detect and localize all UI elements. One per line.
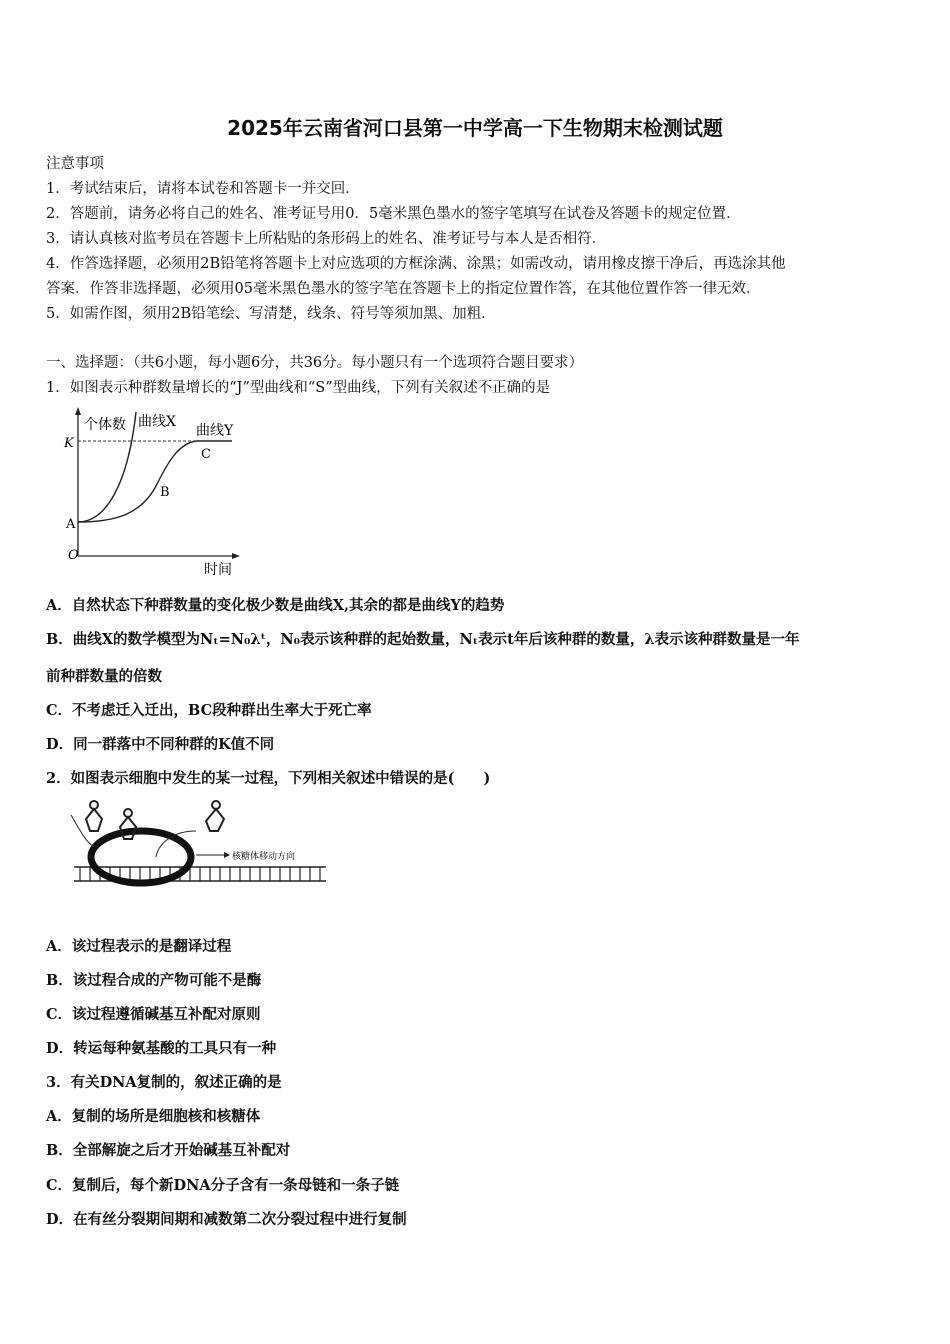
y-axis-arrow bbox=[75, 407, 81, 415]
question-3-option-b: B．全部解旋之后才开始碱基互补配对 bbox=[46, 1142, 291, 1159]
question-2-stem: 2．如图表示细胞中发生的某一过程，下列相关叙述中错误的是( ) bbox=[46, 770, 491, 787]
origin-label: O bbox=[68, 548, 79, 563]
notice-item: 2．答题前，请务必将自己的姓名、准考证号用0．5毫米黑色墨水的签字笔填写在试卷及答题卡的规定位置． bbox=[46, 206, 741, 222]
question-3-option-a: A．复制的场所是细胞核和核糖体 bbox=[46, 1108, 261, 1125]
x-axis-label: 时间 bbox=[204, 562, 232, 578]
question-1-option-a: A．自然状态下种群数量的变化极少数是曲线X,其余的都是曲线Y的趋势 bbox=[46, 597, 505, 614]
question-1-option-b-cont: 前种群数量的倍数 bbox=[46, 668, 162, 685]
notice-item: 答案．作答非选择题，必须用05毫米黑色墨水的签字笔在答题卡上的指定位置作答，在其他位置作答一律无效． bbox=[46, 281, 761, 297]
x-axis-arrow bbox=[232, 553, 240, 559]
point-b-label: B bbox=[160, 485, 170, 500]
question-1-option-c: C．不考虑迁入迁出，BC段种群出生率大于死亡率 bbox=[46, 702, 372, 719]
notice-item: 5．如需作图，须用2B铅笔绘、写清楚，线条、符号等须加黑、加粗． bbox=[46, 306, 496, 322]
question-1-stem: 1．如图表示种群数量增长的“J”型曲线和“S”型曲线，下列有关叙述不正确的是 bbox=[46, 380, 551, 396]
direction-arrowhead-icon bbox=[224, 852, 230, 858]
notice-item: 1．考试结束后，请将本试卷和答题卡一并交回． bbox=[46, 181, 360, 197]
point-a-label: A bbox=[66, 517, 76, 532]
k-label: K bbox=[64, 436, 74, 451]
question-2-option-d: D．转运每种氨基酸的工具只有一种 bbox=[46, 1040, 277, 1057]
notice-item: 3．请认真核对监考员在答题卡上所粘贴的条形码上的姓名、准考证号与本人是否相符． bbox=[46, 231, 607, 247]
page-title: 2025年云南省河口县第一中学高一下生物期末检测试题 bbox=[227, 116, 723, 140]
question-2-option-b: B．该过程合成的产物可能不是酶 bbox=[46, 972, 262, 989]
section-heading: 一、选择题：（共6小题，每小题6分，共36分。每小题只有一个选项符合题目要求） bbox=[46, 355, 584, 371]
curve-x-label: 曲线X bbox=[138, 414, 176, 430]
translation-figure bbox=[46, 797, 331, 902]
question-2-option-c: C．该过程遵循碱基互补配对原则 bbox=[46, 1006, 261, 1023]
population-growth-figure bbox=[46, 404, 246, 579]
notice-heading: 注意事项 bbox=[46, 156, 104, 172]
question-3-option-d: D．在有丝分裂期间期和减数第二次分裂过程中进行复制 bbox=[46, 1211, 407, 1228]
y-axis-label: 个体数 bbox=[84, 417, 126, 433]
direction-label: 核糖体移动方向 bbox=[232, 852, 296, 862]
question-3-option-c: C．复制后，每个新DNA分子含有一条母链和一条子链 bbox=[46, 1177, 400, 1194]
question-1-option-b: B．曲线X的数学模型为Nₜ=N₀λᵗ，N₀表示该种群的起始数量，Nₜ表示t年后该种群的数量，λ表示该种群数量是一年 bbox=[46, 631, 800, 648]
notice-item: 4．作答选择题，必须用2B铅笔将答题卡上对应选项的方框涂满、涂黑；如需改动，请用橡皮擦干净后，再选涂其他 bbox=[46, 256, 786, 272]
curve-y-label: 曲线Y bbox=[196, 423, 234, 439]
ribosome-icon bbox=[91, 831, 191, 883]
question-1-option-d: D．同一群落中不同种群的K值不同 bbox=[46, 736, 275, 753]
point-c-label: C bbox=[201, 447, 211, 462]
question-2-option-a: A．该过程表示的是翻译过程 bbox=[46, 938, 232, 955]
question-3-stem: 3．有关DNA复制的，叙述正确的是 bbox=[46, 1074, 282, 1091]
